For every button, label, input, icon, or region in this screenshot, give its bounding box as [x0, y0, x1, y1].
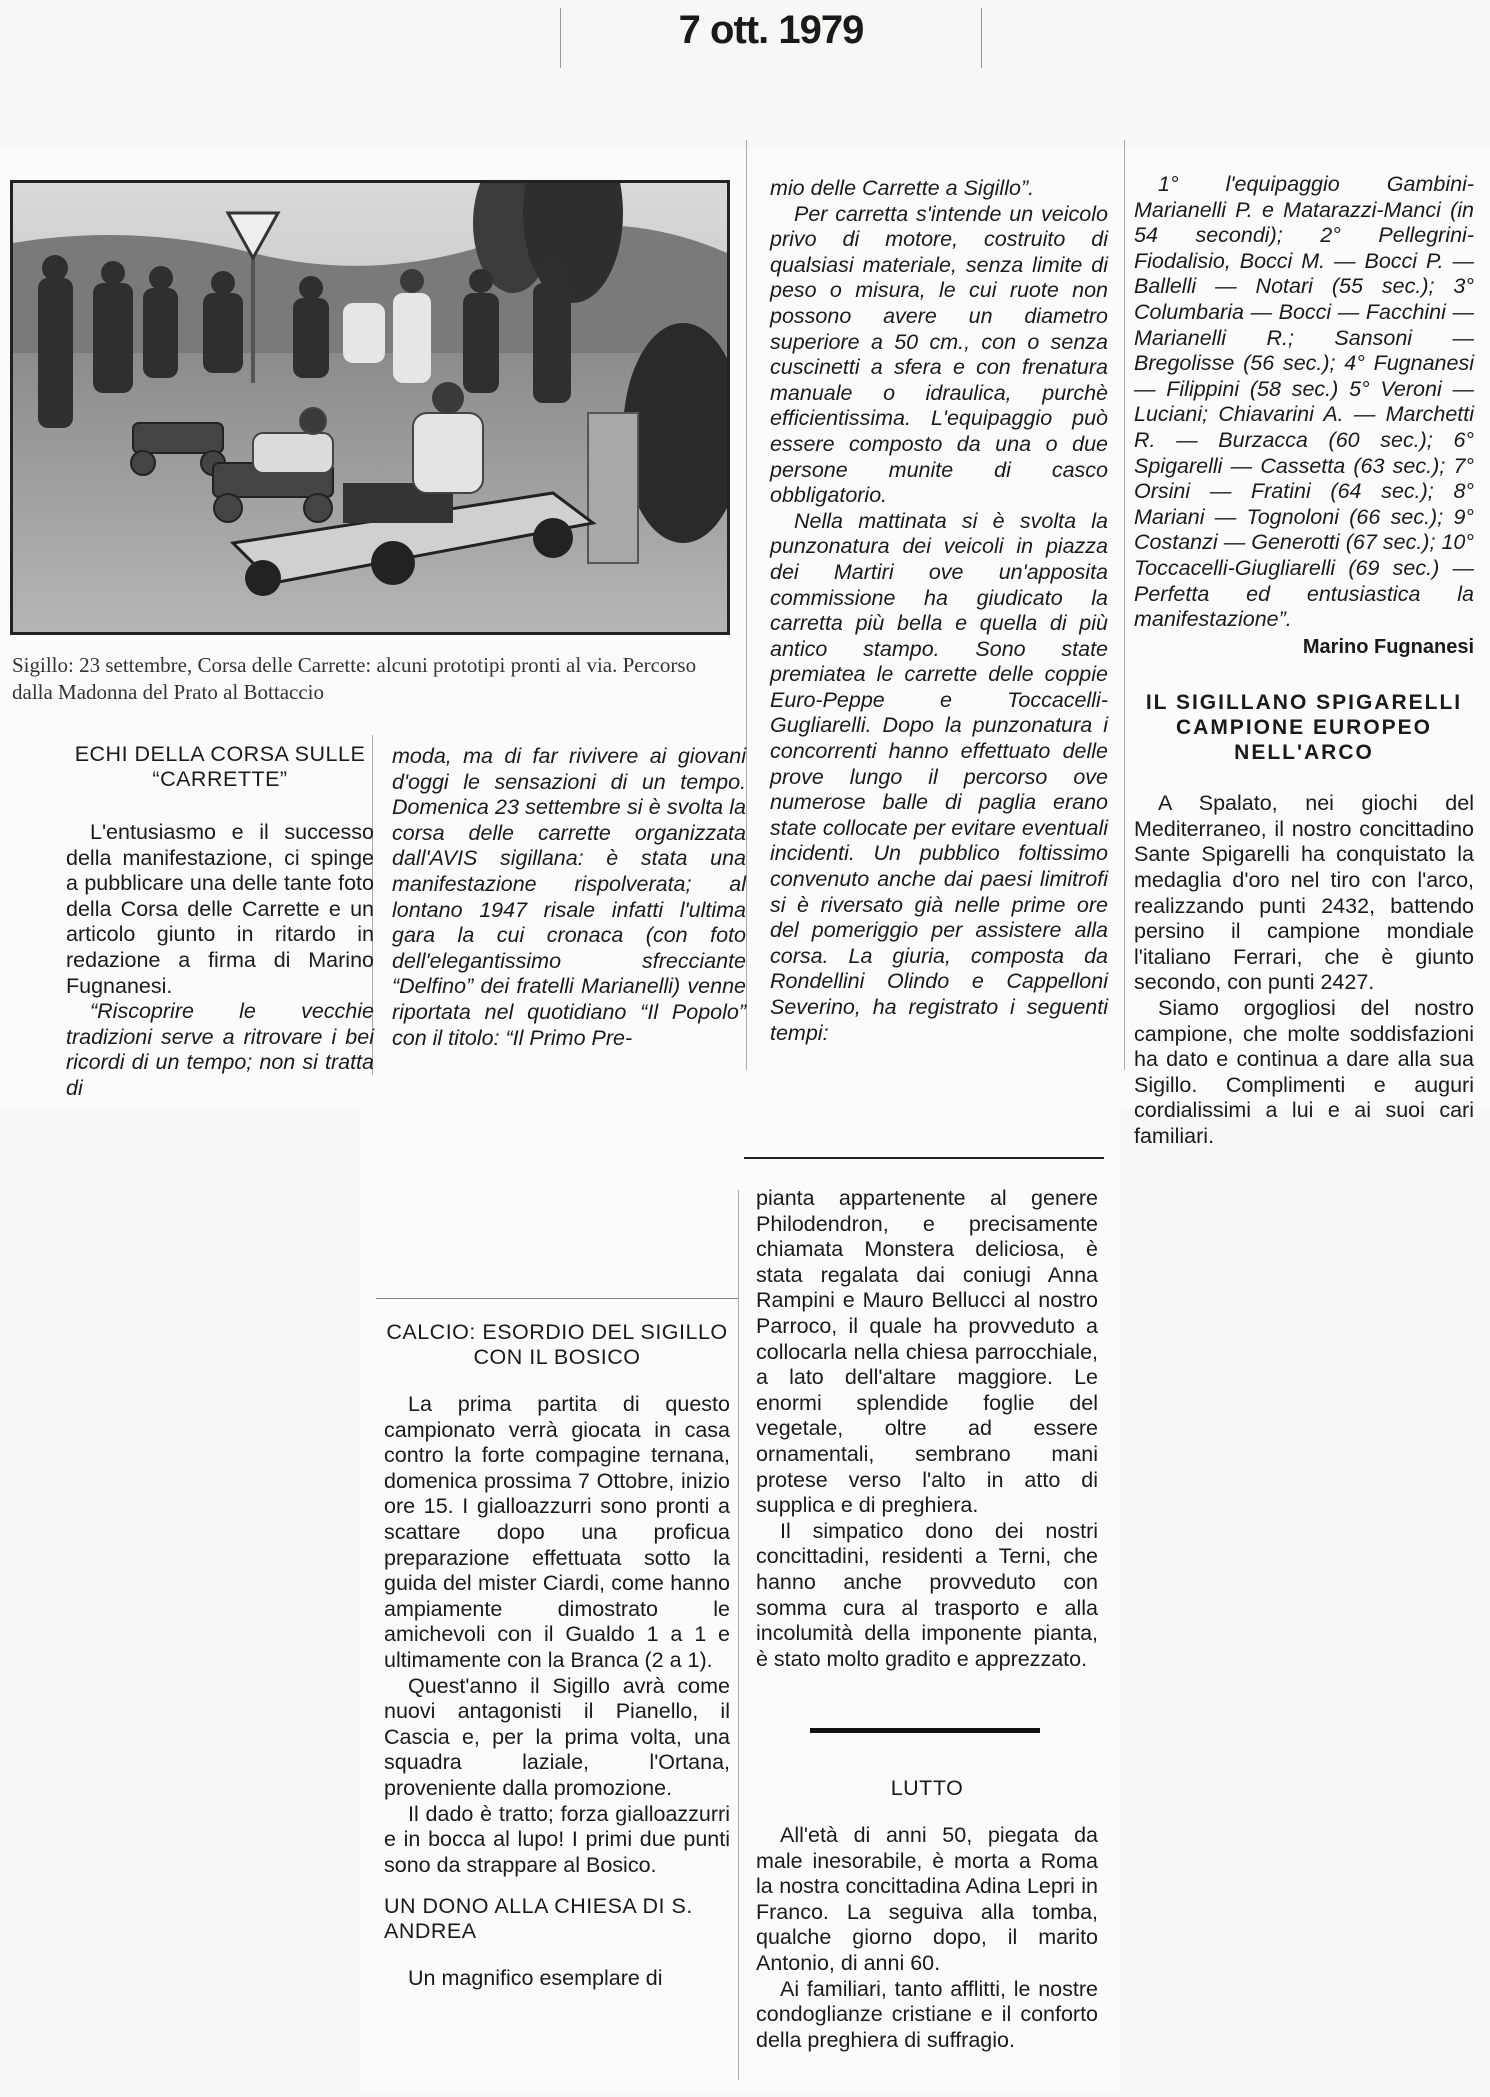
calcio-title: CALCIO: ESORDIO DEL SIGILLO CON IL BOSICO [386, 1320, 728, 1369]
spigarelli-title: IL SIGILLANO SPIGARELLI CAMPIONE EUROPEO NELL'ARCO [1145, 691, 1463, 765]
echi-intro: L'entusiasmo e il successo della manifestazione, ci spinge a pubblicare una delle tante foto della Corsa delle Carrette e un articolo giunto in ritardo in redazione a firma di Marino Fugnanesi. [66, 820, 374, 998]
echi-paragraph: mio delle Carrette a Sigillo”. [770, 176, 1035, 200]
calcio-paragraph: Quest'anno il Sigillo avrà come nuovi antagonisti il Pianello, il Cascia e, per la prima volta, una squadra laziale, l'Ortana, proveniente dalla promozione. [384, 1673, 730, 1800]
echi-paragraph: Nella mattinata si è svolta la punzonatura dei veicoli in piazza dei Martiri ove un'apposita commissione ha giudicato la carretta più bella e quella di più antico stampo. Sono state premiatea le carrette delle coppie Euro-Peppe e Toccacelli-Gugliarelli. Dopo la punzonatura i concorrenti hanno effettuato delle prove lungo il percorso ove numerose balle di paglia erano state collocate per evitare eventuali incidenti. Un pubblico foltissimo convenuto anche dai paesi limitrofi si è riversato già nelle prime ore del pomeriggio per assistere alla corsa. La giuria, composta da Rondellini Olindo e Cappelloni Severino, ha registrato i seguenti tempi: [770, 508, 1108, 1045]
race-photo-image [13, 183, 727, 632]
date-stamp [560, 8, 982, 68]
echi-column-1 [66, 742, 374, 1102]
spigarelli-paragraph: Siamo orgogliosi del nostro campione, che molte soddisfazioni ha dato e continua a dare alla sua Sigillo. Complimenti e auguri cordialissimi a lui e ai suoi cari familiari. [1134, 996, 1474, 1148]
echi-results: 1° l'equipaggio Gambini-Marianelli P. e Matarazzi-Manci (in 54 secondi); 2° Pellegrini-Fiodalisio, Bocci M. — Bocci P. — Ballelli — Notari (55 sec.); 3° Columbaria — Bocci — Facchini — Marianelli R.; Sansoni — Bregolisse (56 sec.); 4° Fugnanesi — Filippini (58 sec.) 5° Veroni — Luciani; Chiavarini A. — Marchetti R. — Burzacca (60 sec.); 6° Spigarelli — Cassetta (63 sec.); 7° Orsini — Fratini (64 sec.); 8° Mariani — Tognoloni (66 sec.); 9° Costanzi — Generotti (67 sec.); 10° Toccacelli-Giugliarelli (69 sec.) — Perfetta ed entusiastica la manifestazione”. [1134, 172, 1474, 632]
photo-caption: Sigillo: 23 settembre, Corsa delle Carrette: alcuni prototipi pronti al via. Percorso dalla Madonna del Prato al Bottaccio [12, 653, 697, 704]
lutto-paragraph: Ai familiari, tanto afflitti, le nostre condoglianze cristiane e il conforto della preghiera di suffragio. [756, 1976, 1098, 2052]
bottom-article-rule [744, 1157, 1104, 1159]
dono-paragraph: Un magnifico esemplare di [408, 1966, 663, 1991]
calcio-box-line [376, 1298, 738, 1299]
dono-title: UN DONO ALLA CHIESA DI S. ANDREA [384, 1894, 693, 1944]
echi-column-2 [392, 744, 746, 1051]
echi-column-3 [770, 176, 1108, 1046]
echi-column-4 [1134, 172, 1474, 1150]
lutto-paragraph: All'età di anni 50, piegata da male inesorabile, è morta a Roma la nostra concittadina Adina Lepri in Franco. La seguiva alla tomba, qualche giorno dopo, il marito Antonio, di anni 60. [756, 1823, 1098, 1975]
column-rule [746, 140, 747, 1070]
column-rule [1124, 140, 1125, 1070]
lutto-article [756, 1776, 1098, 2053]
dono-paragraph: Il simpatico dono dei nostri concittadini, residenti a Terni, che hanno anche provveduto con somma cura al trasporto e alla incolumità della imponente pianta, è stato molto gradito e apprezzato. [756, 1518, 1098, 1671]
echi-title: ECHI DELLA CORSA SULLE “CARRETTE” [74, 742, 366, 791]
calcio-article [384, 1320, 730, 1992]
dono-paragraph: pianta appartenente al genere Philodendron, e precisamente chiamata Monstera deliciosa, è stata regalata dai coniugi Anna Rampini e Mauro Bellucci al nostro Parroco, il quale ha provveduto a collocarla nella chiesa parrocchiale, a lato dell'altare maggiore. Le enormi splendide foglie del vegetale, oltre ad essere ornamentali, sembrano mani protese verso l'alto in atto di supplica e di preghiera. [756, 1186, 1098, 1518]
echi-paragraph: moda, ma di far rivivere ai giovani d'oggi le sensazioni di un tempo. Domenica 23 settembre si è svolta la corsa delle carrette organizzata dall'AVIS sigillana: è stata una manifestazione rispolverata; al lontano 1947 risale infatti l'ultima gara la cui cronaca (con foto dell'elegantissimo sfrecciante “Delfino” dei fratelli Marianelli) venne riportata nel quotidiano “Il Popolo” con il titolo: “Il Primo Pre- [392, 744, 746, 1050]
spigarelli-paragraph: A Spalato, nei giochi del Mediterraneo, il nostro concittadino Sante Spigarelli ha conquistato la medaglia d'oro nel tiro con l'arco, realizzando punti 2432, battendo persino il campione mondiale l'italiano Ferrari, che è giunto secondo, con punti 2427. [1134, 791, 1474, 995]
echi-paragraph: “Riscoprire le vecchie tradizioni serve a ritrovare i bei ricordi di un tempo; non si tratta di [66, 999, 374, 1100]
echi-signature: Marino Fugnanesi [1302, 635, 1474, 658]
dono-continuation [756, 1186, 1098, 1672]
race-photo [10, 180, 730, 635]
calcio-paragraph: La prima partita di questo campionato verrà giocata in casa contro la forte compagine ternana, domenica prossima 7 Ottobre, inizio ore 15. I gialloazzurri sono pronti a scattare dopo una proficua preparazione effettuata sotto la guida del mister Ciardi, come hanno ampiamente dimostrato le amichevoli con il Gualdo 1 a 1 e ultimamente con la Branca (2 a 1). [384, 1392, 730, 1672]
echi-paragraph: Per carretta s'intende un veicolo privo di motore, costruito di qualsiasi materiale, senza limite di peso o misura, le cui ruote non possono avere un diametro superiore a 50 cm., con o senza cuscinetti a sfera e con frenatura manuale o idraulica, purchè efficientissima. L'equipaggio può essere composto da una o due persone munite di casco obbligatorio. [770, 201, 1108, 508]
lutto-title: LUTTO [890, 1776, 964, 1800]
date-text: 7 ott. 1979 [678, 8, 864, 52]
column-rule [738, 1190, 739, 2080]
lutto-separator [810, 1728, 1040, 1733]
calcio-paragraph: Il dado è tratto; forza gialloazzurri e in bocca al lupo! I primi due punti sono da strappare al Bosico. [384, 1801, 730, 1877]
